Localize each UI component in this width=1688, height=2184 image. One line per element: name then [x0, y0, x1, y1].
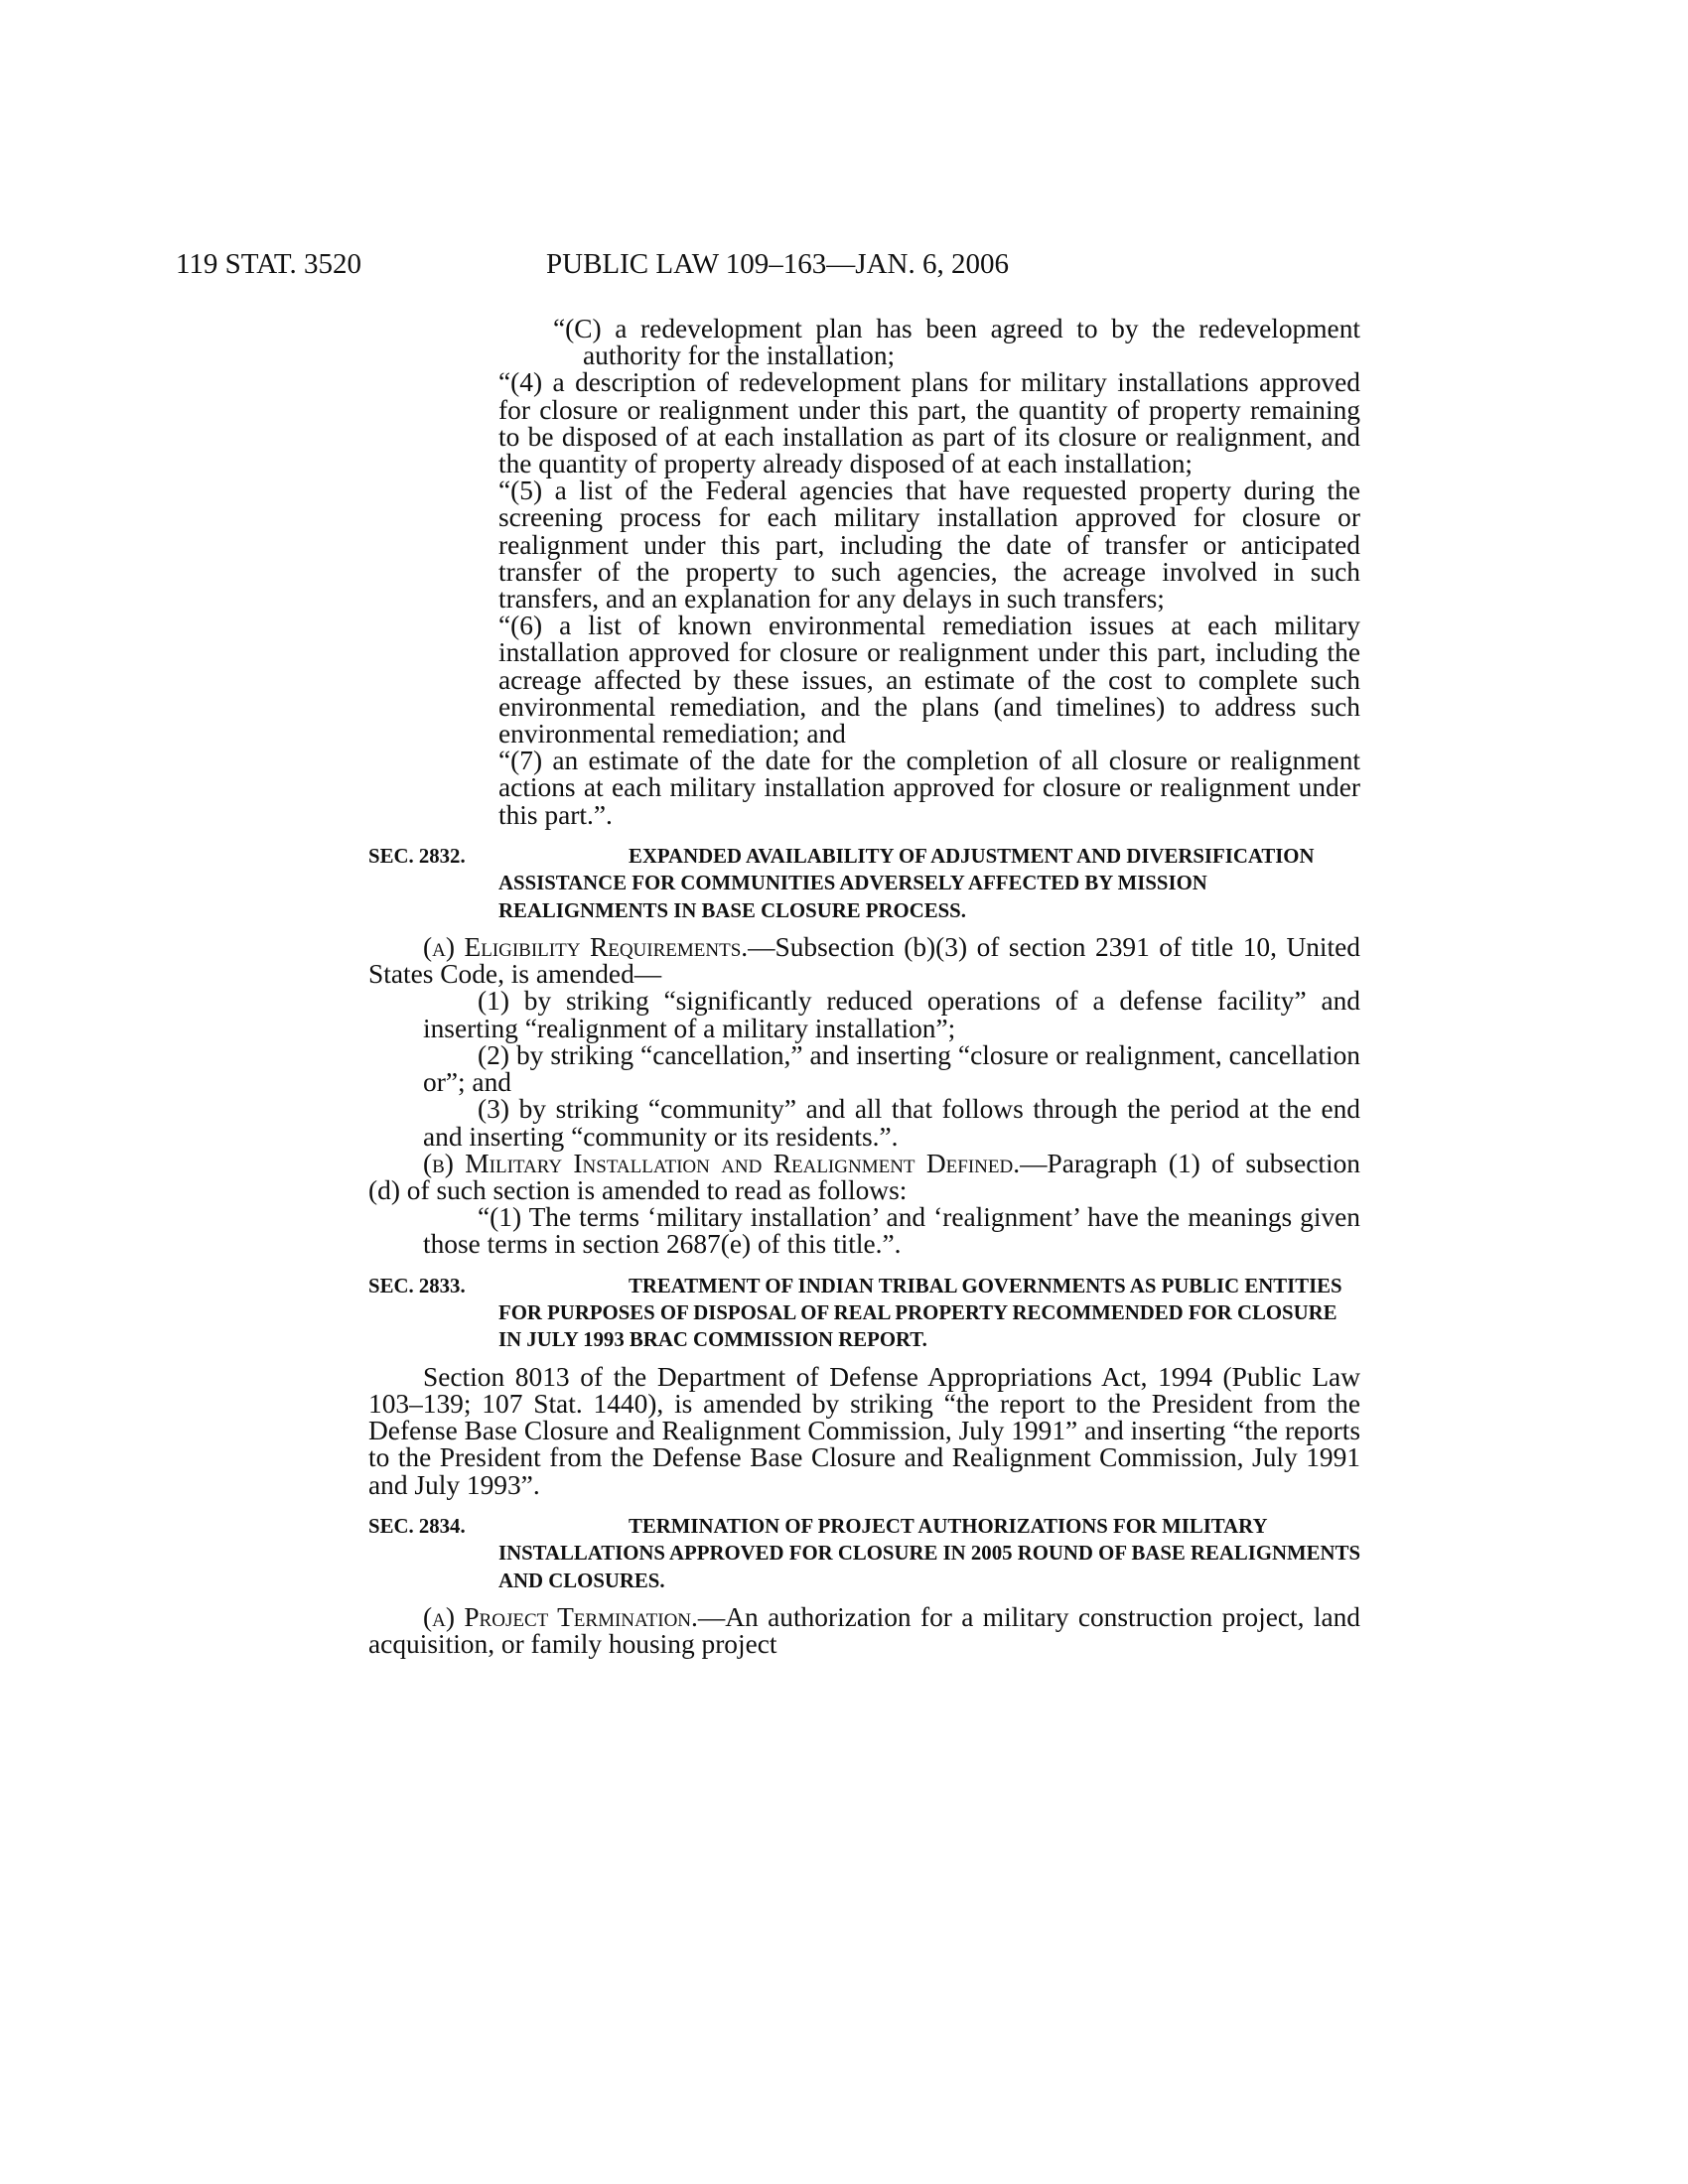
clause-2: (2) by striking “cancellation,” and inserting “closure or realignment, cancellation or”; and [423, 1039, 1360, 1098]
section-2833-text: Section 8013 of the Department of Defense Appropriations Act, 1994 (Public Law 103–139; 107 Stat. 1440), is amended by striking “the report to the President from the Defense Base Closure and Realignment Commission, July 1991” and inserting “the reports to the President from the Defense Base Closure and Realignment Commission, July 1991 and July 1993”. [368, 1361, 1360, 1500]
statute-page-number: 119 STAT. 3520 [176, 248, 361, 280]
section-number: SEC. 2834. [368, 1514, 466, 1538]
subsection-a-project-termination: (a) Project Termination.—An authorization for a military construction project, land acquisition, or family housing project [368, 1601, 1360, 1660]
section-number: SEC. 2832. [368, 844, 466, 868]
clause-3: (3) by striking “community” and all that follows through the period at the end and inserting “community or its residents.”. [423, 1094, 1360, 1152]
paragraph-c: “(C) a redevelopment plan has been agreed to by the redevelopment authority for the installation; [553, 314, 1360, 371]
paragraph-5: “(5) a list of the Federal agencies that have requested property during the screening process for each military installation approved for closure or realignment under this part, including the date of transfer or anticipated transfer of the property to such agencies, the acreage involved in such transfers, and an explanation for any delays in such transfers; [498, 476, 1360, 614]
page-body [368, 314, 1361, 1660]
definition-1: “(1) The terms ‘military installation’ and ‘realignment’ have the meanings given those terms in section 2687(e) of this title.”. [423, 1202, 1360, 1260]
paragraph-4: “(4) a description of redevelopment plans for military installations approved for closure or realignment under this part, the quantity of property remaining to be disposed of at each installation as part of its closure or realignment, and the quantity of property already disposed of at each installation; [498, 367, 1360, 479]
public-law-citation: PUBLIC LAW 109–163—JAN. 6, 2006 [546, 248, 1009, 280]
section-2833-heading [368, 1273, 1360, 1354]
section-number: SEC. 2833. [368, 1274, 466, 1297]
section-title: TERMINATION OF PROJECT AUTHORIZATIONS FOR MILITARY INSTALLATIONS APPROVED FOR CLOSURE IN 2005 ROUND OF BASE REALIGNMENTS AND CLOSURES. [498, 1514, 1361, 1592]
section-title: EXPANDED AVAILABILITY OF ADJUSTMENT AND DIVERSIFICATION ASSISTANCE FOR COMMUNITIES ADVERSELY AFFECTED BY MISSION REALIGNMENTS IN BASE CLOSURE PROCESS. [498, 844, 1315, 922]
section-title: TREATMENT OF INDIAN TRIBAL GOVERNMENTS AS PUBLIC ENTITIES FOR PURPOSES OF DISPOSAL OF REAL PROPERTY RECOMMENDED FOR CLOSURE IN JULY 1993 BRAC COMMISSION REPORT. [498, 1274, 1342, 1352]
section-2832-heading [368, 843, 1360, 924]
page-header [0, 248, 1688, 288]
paragraph-7: “(7) an estimate of the date for the completion of all closure or realignment actions at each military installation approved for closure or realignment under this part.”. [498, 746, 1360, 830]
section-2834-heading [368, 1513, 1361, 1594]
paragraph-6: “(6) a list of known environmental remediation issues at each military installation approved for closure or realignment under this part, including the acreage affected by these issues, an estimate of the cost to complete such environmental remediation, and the plans (and timelines) to address such environmental remediation; and [498, 611, 1360, 750]
subsection-b-definitions: (b) Military Installation and Realignment Defined.—Paragraph (1) of subsection (d) of such section is amended to read as follows: [368, 1148, 1360, 1205]
subsection-a-eligibility: (a) Eligibility Requirements.—Subsection (b)(3) of section 2391 of title 10, United States Code, is amended— [368, 932, 1360, 990]
clause-1: (1) by striking “significantly reduced operations of a defense facility” and inserting “realignment of a military installation”; [423, 986, 1360, 1043]
